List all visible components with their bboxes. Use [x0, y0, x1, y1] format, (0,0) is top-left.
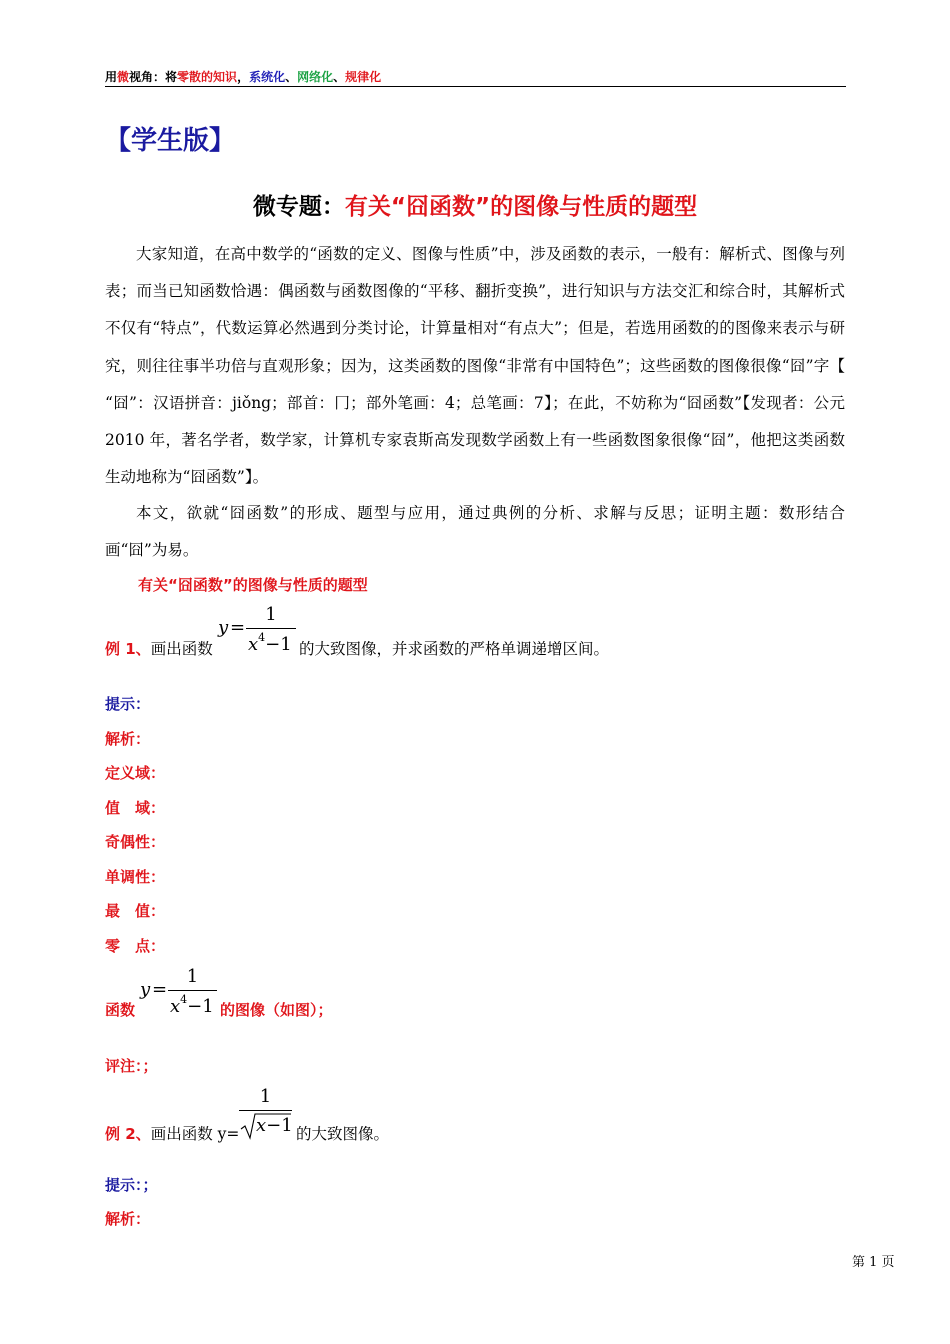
page-title: [0, 188, 950, 221]
den-exponent: 4: [180, 993, 188, 1006]
intro-paragraph-2: [105, 495, 861, 569]
intro-text-1: 大家知道，在高中数学的“函数的定义、图像与性质”中，涉及函数的表示，一般有：解析式、图像与列表；而当已知函数恰遇：偶函数与函数图像的“平移、翻折变换”，进行知识与方法交汇和综合时，其解析式不仅有“特点”，代数运算必然遇到分类讨论，计算量相对“有点大”；但是，若选用函数的的图像来表示与研究，则往往事半功倍与直观形象；因为，这类函数的图像“非常有中国特色”；这些函数的图像很像“囧”字【 “囧”：汉语拼音：jiǒng；部首：冂；部外笔画：4；总笔画：7】；在此，不妨称为“囧函数”【发现者：公元 2010 年，著名学者，数学家，计算机专家袁斯高发现数学函数上有一些函数图象很像“囧”，他把这类函数生动地称为“囧函数”】。: [105, 245, 845, 487]
den-rest: −1: [265, 634, 292, 655]
header-segment: 、: [333, 70, 346, 84]
header-segment: 系统化: [249, 70, 286, 84]
title-main: 有关“囧函数”的图像与性质的题型: [344, 194, 698, 220]
header-segment: 网络化: [297, 70, 334, 84]
rad-x: x: [256, 1115, 267, 1136]
example-2-number: 例 2: [105, 1125, 136, 1143]
formula-denominator: [170, 993, 214, 1017]
graph-line-lead: 函数: [105, 1001, 136, 1019]
fraction-bar: [246, 628, 296, 629]
example-2-label: [105, 1122, 239, 1144]
formula-numerator: 1: [265, 604, 277, 625]
example-1-tail: 的大致图像，并求函数的严格单调递增区间。: [299, 640, 610, 658]
header-segment: 视角：将: [129, 70, 178, 84]
example-1-sep: 、: [135, 640, 151, 658]
header-divider: [105, 86, 846, 87]
header-segment: ，: [237, 70, 250, 84]
example-1-label: [105, 637, 213, 659]
formula-equals: =: [230, 617, 246, 638]
intro-text-2: 本文，欲就“囧函数”的形成、题型与应用，通过典例的分析、求解与反思；证明主题：数形结合 画“囧”为易。: [105, 504, 861, 560]
example-1-lead: 画出函数: [150, 640, 213, 658]
example-2-lead: 画出函数 y=: [150, 1125, 240, 1143]
example-2-sep: 、: [135, 1125, 151, 1143]
header-segment: 用: [105, 70, 118, 84]
den-rest: −1: [187, 996, 214, 1017]
page-number: 第 1 页: [852, 1255, 895, 1270]
header-segment: 零散的知识: [177, 70, 238, 84]
formula-equals: =: [152, 979, 168, 1000]
title-prefix: 微专题：: [252, 194, 345, 220]
comment-label: 评注：；: [105, 1057, 158, 1075]
den-x: x: [170, 996, 181, 1017]
formula-y: y: [140, 979, 151, 1000]
graph-line-tail: 的图像（如图）；: [220, 1001, 333, 1019]
range-label: 值 域：: [105, 799, 166, 817]
parity-label: 奇偶性：: [105, 833, 166, 851]
header-segment: 、: [285, 70, 298, 84]
example-2-tail: 的大致图像。: [296, 1125, 390, 1143]
running-header: [105, 68, 381, 85]
den-exponent: 4: [258, 631, 266, 644]
formula-denominator: [248, 631, 292, 655]
edition-label: 【学生版】: [105, 126, 236, 156]
formula-radicand: [256, 1115, 293, 1136]
intro-paragraph-1: [105, 236, 845, 496]
header-segment: 微: [117, 70, 130, 84]
formula-numerator: 1: [259, 1086, 272, 1107]
den-x: x: [248, 634, 259, 655]
monotonic-label: 单调性：: [105, 868, 166, 886]
domain-label: 定义域：: [105, 764, 166, 782]
hint-2-label: 提示：；: [105, 1176, 158, 1194]
header-segment: 规律化: [345, 70, 382, 84]
hint-label: 提示：: [105, 695, 151, 713]
zero-label: 零 点：: [105, 937, 166, 955]
fraction-bar: [239, 1110, 292, 1111]
formula-numerator: 1: [186, 966, 199, 987]
example-1-number: 例 1: [105, 640, 136, 658]
extreme-label: 最 值：: [105, 902, 166, 920]
fraction-bar: [168, 990, 217, 991]
analysis-label: 解析：: [105, 730, 151, 748]
rad-rest: −1: [266, 1115, 293, 1136]
analysis-2-label: 解析：: [105, 1210, 151, 1228]
formula-y: y: [218, 617, 229, 638]
section-heading: 有关“囧函数”的图像与性质的题型: [138, 576, 368, 594]
